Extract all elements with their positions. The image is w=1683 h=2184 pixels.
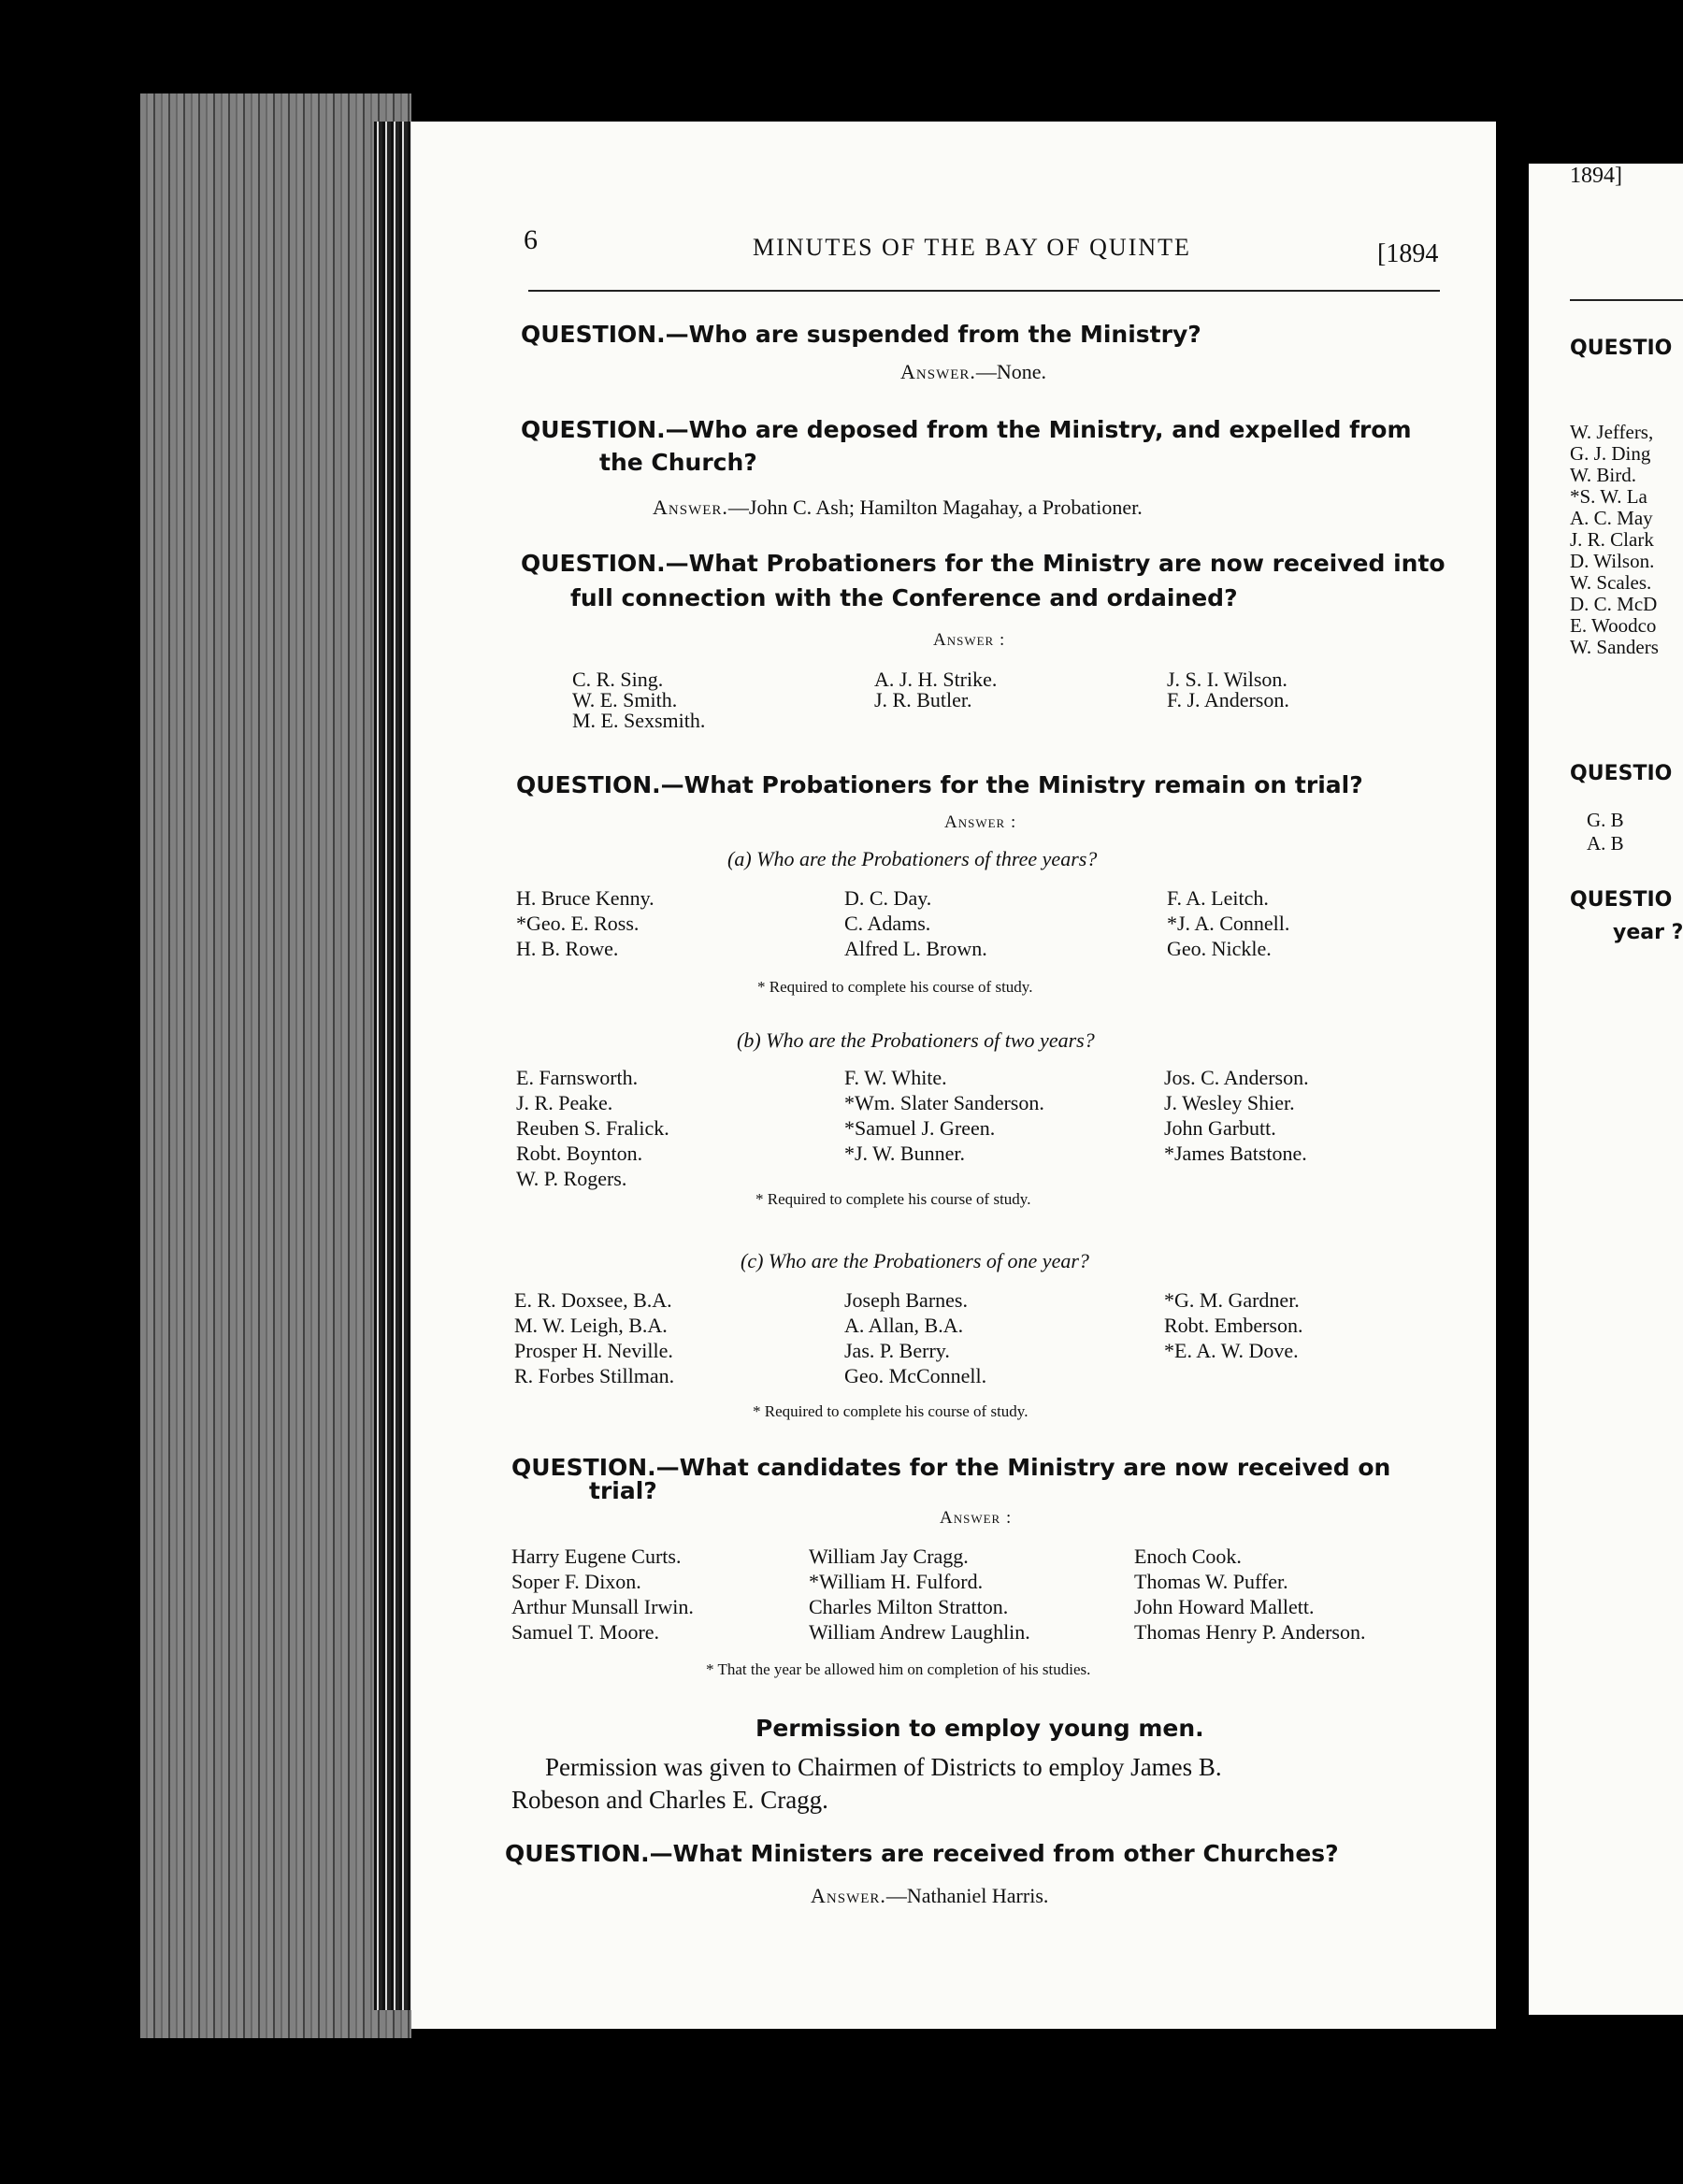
- header-rule: [528, 290, 1440, 292]
- name-entry: Robt. Emberson.: [1164, 1314, 1303, 1337]
- name-entry: E. Farnsworth.: [516, 1066, 639, 1089]
- name-entry: *J. A. Connell.: [1167, 912, 1290, 935]
- name-entry: Jos. C. Anderson.: [1164, 1066, 1309, 1089]
- question-full-connection: QUESTION.—What Probationers for the Ministry are now received into: [521, 550, 1446, 577]
- name-entry: J. R. Butler.: [874, 688, 972, 711]
- name-entry: Harry Eugene Curts.: [511, 1545, 682, 1568]
- answer-text: —None.: [975, 360, 1047, 383]
- question-deposed-cont: the Church?: [599, 449, 757, 476]
- footnote-three-years: * Required to complete his course of study.: [757, 978, 1033, 996]
- facing-name: J. R. Clark: [1570, 528, 1654, 551]
- name-entry: C. R. Sing.: [572, 668, 664, 691]
- subheading-three-years: (a) Who are the Probationers of three years?: [727, 847, 1098, 870]
- question-candidates: QUESTION.—What candidates for the Ministry are now received on: [511, 1454, 1391, 1481]
- name-entry: F. A. Leitch.: [1167, 886, 1269, 910]
- footnote-one-year: * Required to complete his course of study.: [753, 1402, 1028, 1420]
- subheading-one-year: (c) Who are the Probationers of one year?: [741, 1249, 1089, 1272]
- book-gutter: [374, 122, 411, 2010]
- name-entry: Reuben S. Fralick.: [516, 1116, 669, 1140]
- name-entry: H. B. Rowe.: [516, 937, 619, 960]
- footnote-two-years: * Required to complete his course of study.: [755, 1190, 1031, 1208]
- book-page-edges: [140, 93, 411, 2038]
- answer-label: Answer :: [940, 1508, 1013, 1528]
- facing-name: D. Wilson.: [1570, 550, 1655, 572]
- name-entry: D. C. Day.: [844, 886, 932, 910]
- name-entry: John Garbutt.: [1164, 1116, 1276, 1140]
- name-entry: Geo. McConnell.: [844, 1364, 987, 1387]
- name-entry: C. Adams.: [844, 912, 931, 935]
- header-year: [1894: [1377, 239, 1439, 268]
- name-entry: Soper F. Dixon.: [511, 1570, 641, 1593]
- name-entry: Robt. Boynton.: [516, 1142, 643, 1165]
- name-entry: H. Bruce Kenny.: [516, 886, 654, 910]
- question-remain-on-trial: QUESTION.—What Probationers for the Ministry remain on trial?: [516, 771, 1363, 798]
- name-entry: W. E. Smith.: [572, 688, 678, 711]
- facing-page: [1529, 164, 1683, 2015]
- question-candidates-cont: trial?: [589, 1477, 657, 1504]
- facing-name: E. Woodco: [1570, 614, 1657, 637]
- name-entry: A. Allan, B.A.: [844, 1314, 964, 1337]
- name-entry: R. Forbes Stillman.: [514, 1364, 675, 1387]
- answer-label: Answer.: [811, 1884, 886, 1907]
- name-entry: Jas. P. Berry.: [844, 1339, 950, 1362]
- facing-name: G. B: [1587, 809, 1624, 831]
- name-entry: William Andrew Laughlin.: [809, 1620, 1030, 1644]
- name-entry: Enoch Cook.: [1134, 1545, 1242, 1568]
- name-entry: Samuel T. Moore.: [511, 1620, 660, 1644]
- name-entry: J. R. Peake.: [516, 1091, 613, 1114]
- name-entry: Prosper H. Neville.: [514, 1339, 673, 1362]
- answer-text: —John C. Ash; Hamilton Magahay, a Probationer.: [727, 496, 1143, 519]
- name-entry: Joseph Barnes.: [844, 1288, 968, 1312]
- name-entry: William Jay Cragg.: [809, 1545, 969, 1568]
- name-entry: *William H. Fulford.: [809, 1570, 984, 1593]
- facing-name: W. Sanders: [1570, 636, 1659, 658]
- name-entry: J. Wesley Shier.: [1164, 1091, 1295, 1114]
- name-entry: E. R. Doxsee, B.A.: [514, 1288, 672, 1312]
- name-entry: F. W. White.: [844, 1066, 947, 1089]
- answer-suspended: [900, 360, 1046, 384]
- facing-name: D. C. McD: [1570, 593, 1658, 615]
- permission-line-2: Robeson and Charles E. Cragg.: [511, 1786, 828, 1814]
- answer-label: Answer.: [900, 360, 976, 383]
- subheading-two-years: (b) Who are the Probationers of two years?: [737, 1028, 1095, 1052]
- answer-label: Answer.: [653, 496, 728, 519]
- name-entry: F. J. Anderson.: [1167, 688, 1289, 711]
- name-entry: M. E. Sexsmith.: [572, 709, 706, 732]
- name-entry: Thomas Henry P. Anderson.: [1134, 1620, 1366, 1644]
- name-entry: W. P. Rogers.: [516, 1167, 627, 1190]
- facing-page-year: 1894]: [1570, 164, 1622, 188]
- answer-label: Answer :: [933, 630, 1006, 650]
- name-entry: Arthur Munsall Irwin.: [511, 1595, 694, 1618]
- name-entry: *J. W. Bunner.: [844, 1142, 965, 1165]
- name-entry: Thomas W. Puffer.: [1134, 1570, 1288, 1593]
- facing-question-c: QUESTIO: [1570, 888, 1673, 912]
- page-number: 6: [524, 224, 538, 255]
- name-entry: A. J. H. Strike.: [874, 668, 998, 691]
- facing-page-rule: [1570, 299, 1683, 301]
- facing-name: G. J. Ding: [1570, 442, 1651, 465]
- name-entry: *Wm. Slater Sanderson.: [844, 1091, 1044, 1114]
- permission-heading: Permission to employ young men.: [755, 1715, 1204, 1742]
- answer-deposed: [653, 496, 1143, 520]
- facing-question-c-cont: year ?: [1613, 921, 1683, 944]
- name-entry: *G. M. Gardner.: [1164, 1288, 1300, 1312]
- facing-name: W. Scales.: [1570, 571, 1652, 594]
- permission-line-1: Permission was given to Chairmen of Districts to employ James B.: [545, 1753, 1222, 1781]
- name-entry: M. W. Leigh, B.A.: [514, 1314, 668, 1337]
- question-suspended: QUESTION.—Who are suspended from the Ministry?: [521, 321, 1201, 348]
- facing-name: A. B: [1587, 832, 1624, 855]
- name-entry: J. S. I. Wilson.: [1167, 668, 1287, 691]
- name-entry: *E. A. W. Dove.: [1164, 1339, 1299, 1362]
- name-entry: John Howard Mallett.: [1134, 1595, 1315, 1618]
- question-deposed: QUESTION.—Who are deposed from the Ministry, and expelled from: [521, 416, 1412, 443]
- facing-name: W. Jeffers,: [1570, 421, 1654, 443]
- answer-text: —Nathaniel Harris.: [885, 1884, 1049, 1907]
- answer-other-churches: [811, 1884, 1048, 1908]
- facing-question-a: QUESTIO: [1570, 337, 1673, 360]
- running-title: MINUTES OF THE BAY OF QUINTE: [753, 234, 1191, 261]
- name-entry: *Geo. E. Ross.: [516, 912, 640, 935]
- name-entry: Alfred L. Brown.: [844, 937, 987, 960]
- facing-name: A. C. May: [1570, 507, 1653, 529]
- footnote-candidates: * That the year be allowed him on completion of his studies.: [706, 1660, 1091, 1678]
- name-entry: *Samuel J. Green.: [844, 1116, 996, 1140]
- question-other-churches: QUESTION.—What Ministers are received from other Churches?: [505, 1840, 1339, 1867]
- facing-name: *S. W. La: [1570, 485, 1647, 508]
- facing-name: W. Bird.: [1570, 464, 1636, 486]
- name-entry: Charles Milton Stratton.: [809, 1595, 1009, 1618]
- name-entry: *James Batstone.: [1164, 1142, 1307, 1165]
- facing-question-b: QUESTIO: [1570, 762, 1673, 785]
- question-full-connection-cont: full connection with the Conference and ordained?: [570, 584, 1238, 611]
- name-entry: Geo. Nickle.: [1167, 937, 1272, 960]
- answer-label: Answer :: [944, 812, 1017, 832]
